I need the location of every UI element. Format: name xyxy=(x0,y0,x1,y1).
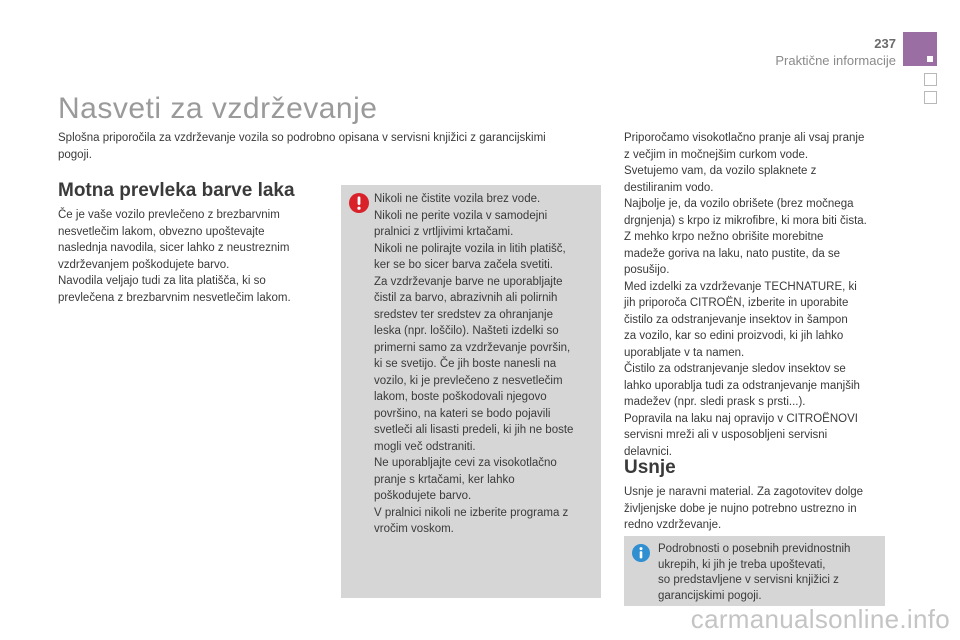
text-line: delavnici. xyxy=(624,445,672,458)
text-line: destiliranim vodo. xyxy=(624,181,714,194)
text-line: Ne uporabljajte cevi za visokotlačno xyxy=(374,457,557,469)
text-line: Svetujemo vam, da vozilo splaknete z xyxy=(624,165,817,177)
text-line: Nikoli ne polirajte vozila in litih platišč, xyxy=(374,242,566,255)
text-line: Med izdelki za vzdrževanje TECHNATURE, ki xyxy=(624,280,857,293)
text-line: pralnici z vrtljivimi krtačami. xyxy=(374,226,514,238)
text-line: prevlečena z brezbarvnim nesvetlečim lakom. xyxy=(58,291,291,304)
text-line: Najbolje je, da vozilo obrišete (brez močnega xyxy=(624,198,854,210)
warning-icon xyxy=(349,193,369,213)
text-line: Če je vaše vozilo prevlečeno z brezbarvnim xyxy=(58,209,280,221)
square-icon xyxy=(927,56,933,62)
text-line: Usnje je naravni material. Za zagotovitev dolge xyxy=(624,486,864,498)
text-line: so predstavljene v servisni knjižici z xyxy=(658,574,839,586)
text-line: z večjim in močnejšim curkom vode. xyxy=(624,148,809,161)
text-line: drgnjenja) s krpo iz mikrofibre, ki mora biti čista. xyxy=(624,214,867,227)
text-line: mogli več odstraniti. xyxy=(374,440,476,453)
text-line: poškodujete barvo. xyxy=(374,490,472,502)
text-line: servisni mreži ali v usposobljeni servisni xyxy=(624,429,828,441)
text-line: vročim voskom. xyxy=(374,523,454,535)
section-label: Praktične informacije xyxy=(775,53,896,68)
text-line: lakom, boste poškodovali njegovo xyxy=(374,391,547,403)
page-number: 237 xyxy=(874,36,896,51)
text-line: Z mehko krpo nežno obrišite morebitne xyxy=(624,231,824,243)
text-line: ki se svetijo. Če jih boste nanesli na xyxy=(374,358,557,370)
text-line: življenjske dobe je nujno potrebno ustrezno in xyxy=(624,502,857,515)
intro-line: pogoji. xyxy=(58,149,92,161)
text-line: garancijskimi pogoji. xyxy=(658,589,762,602)
text-line: V pralnici nikoli ne izberite programa z xyxy=(374,506,569,519)
text-line: naslednja navodila, sicer lahko z neustreznim xyxy=(58,242,290,254)
text-line: čistilo za odstranjevanje insektov in šampon xyxy=(624,313,848,326)
text-line: Nikoli ne čistite vozila brez vode. xyxy=(374,193,541,205)
section-heading-leather: Usnje xyxy=(624,457,676,478)
text-line: vozilo, ki je prevlečeno z nesvetlečim xyxy=(374,374,563,387)
paint-paragraph xyxy=(58,207,328,306)
text-line: Priporočamo visokotlačno pranje ali vsaj pranje xyxy=(624,132,865,144)
text-line: lahko uporablja tudi za odstranjevanje manjših xyxy=(624,379,860,392)
text-line: Popravila na laku naj opravijo v CITROËNOVI xyxy=(624,412,858,425)
text-line: posušijo. xyxy=(624,264,670,276)
text-line: jih priporoča CITROËN, izberite in uporabite xyxy=(624,297,849,309)
text-line: uporabljate v ta namen. xyxy=(624,346,745,359)
text-line: Čistilo za odstranjevanje sledov insektov se xyxy=(624,363,846,375)
warning-text xyxy=(374,191,596,538)
text-line: redno vzdrževanje. xyxy=(624,519,722,531)
text-line: pranje s krtačami, ker lahko xyxy=(374,473,515,486)
text-line: madeže goriva na laku, nato pustite, da se xyxy=(624,247,841,260)
text-line: primerni samo za vzdrževanje površin, xyxy=(374,341,571,354)
chapter-tab-active[interactable] xyxy=(903,32,937,66)
text-line: vzdrževanjem poškodujete barvo. xyxy=(58,258,230,271)
text-line: nesvetlečim lakom, obvezno upoštevajte xyxy=(58,225,265,238)
chapter-tab-2[interactable] xyxy=(924,73,937,86)
text-line: madežev (npr. sledi prask s prsti...). xyxy=(624,396,806,408)
text-line: Za vzdrževanje barve ne uporabljajte xyxy=(374,275,563,288)
text-line: Podrobnosti o posebnih previdnostnih xyxy=(658,543,851,555)
text-line: površino, na kateri se bodo pojavili xyxy=(374,407,551,420)
text-line: Nikoli ne perite vozila v samodejni xyxy=(374,209,548,222)
info-icon xyxy=(632,544,650,562)
text-line: Navodila veljajo tudi za lita platišča, ki so xyxy=(58,275,266,287)
intro-line: Splošna priporočila za vzdrževanje vozila so podrobno opisana v servisni knjižici z garancijskimi xyxy=(58,132,546,144)
text-line: ker se bo sicer barva začela svetiti. xyxy=(374,259,553,271)
text-line: sredstev ter sredstev za ohranjanje xyxy=(374,308,553,321)
section-heading-paint: Motna prevleka barve laka xyxy=(58,180,295,201)
text-line: za vozilo, kar so edini proizvodi, ki jih lahko xyxy=(624,330,844,342)
text-line: ukrepih, ki jih je treba upoštevati, xyxy=(658,558,826,571)
cleaning-paragraph xyxy=(624,130,886,460)
watermark: carmanualsonline.info xyxy=(690,604,950,634)
leather-paragraph xyxy=(624,484,886,534)
chapter-tab-3[interactable] xyxy=(924,91,937,104)
text-line: leska (npr. loščilo). Našteti izdelki so xyxy=(374,325,559,337)
text-line: svetleči ali lisasti predeli, ki jih ne boste xyxy=(374,424,574,436)
info-text xyxy=(658,542,880,604)
page-title: Nasveti za vzdrževanje xyxy=(58,92,378,125)
intro-paragraph xyxy=(58,130,598,164)
text-line: čistil za barvo, abrazivnih ali polirnih xyxy=(374,292,558,304)
